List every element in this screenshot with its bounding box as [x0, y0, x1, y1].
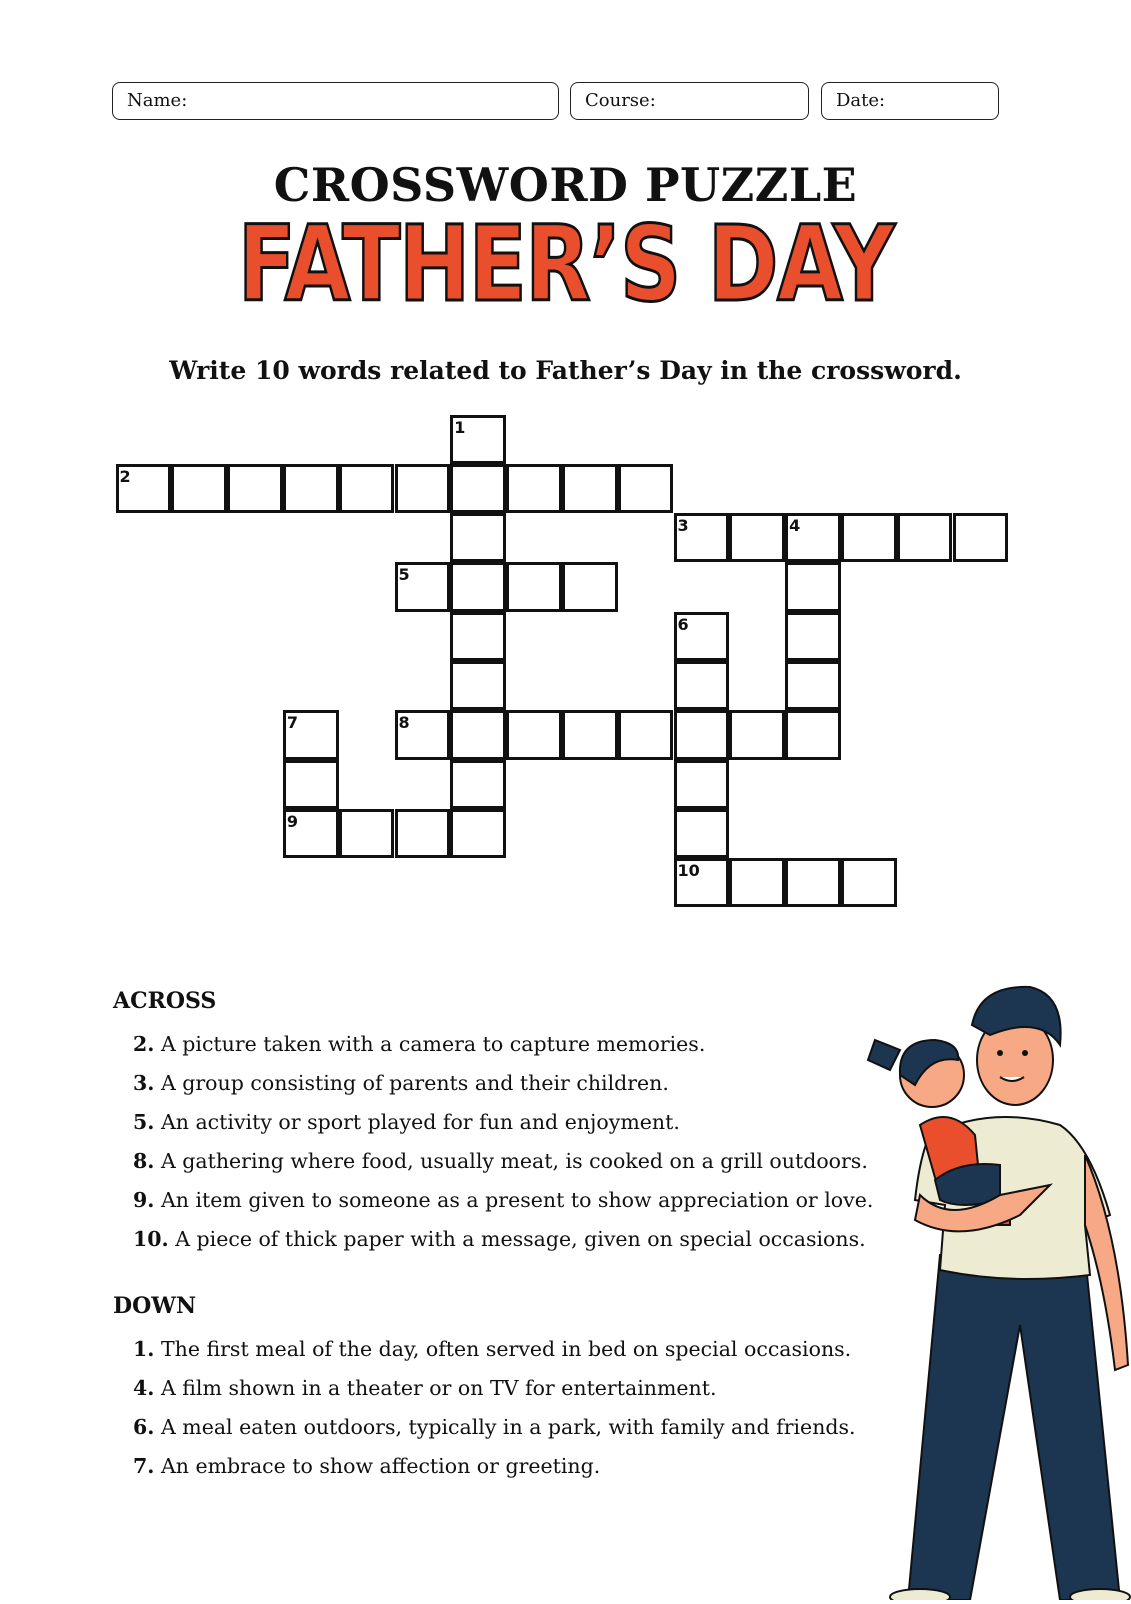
- letter-input[interactable]: [788, 713, 842, 758]
- crossword-cell[interactable]: [450, 710, 506, 759]
- letter-input[interactable]: [732, 861, 786, 906]
- crossword-cell[interactable]: [674, 513, 730, 562]
- letter-input[interactable]: [788, 565, 842, 610]
- letter-input[interactable]: [286, 713, 340, 758]
- clue-text: A piece of thick paper with a message, given on special occasions.: [175, 1227, 866, 1251]
- letter-input[interactable]: [453, 565, 507, 610]
- crossword-cell[interactable]: [674, 710, 730, 759]
- crossword-cell[interactable]: [506, 464, 562, 513]
- clue-number: 4: [789, 516, 801, 536]
- letter-input[interactable]: [565, 565, 619, 610]
- clue-text: A picture taken with a camera to capture memories.: [160, 1032, 706, 1056]
- letter-input[interactable]: [342, 812, 396, 857]
- crossword-cell[interactable]: [339, 809, 395, 858]
- crossword-cell[interactable]: [450, 562, 506, 611]
- clue-number: 10: [677, 861, 700, 881]
- clue-number: 1.: [133, 1337, 155, 1361]
- crossword-cell[interactable]: [450, 513, 506, 562]
- crossword-cell[interactable]: [841, 858, 897, 907]
- clue-number: 3: [677, 516, 689, 536]
- letter-input[interactable]: [453, 713, 507, 758]
- crossword-cell[interactable]: [674, 661, 730, 710]
- letter-input[interactable]: [398, 565, 452, 610]
- crossword-cell[interactable]: [395, 809, 451, 858]
- page-subtitle: FATHER’S DAY: [237, 203, 894, 325]
- crossword-cell[interactable]: [283, 464, 339, 513]
- letter-input[interactable]: [677, 861, 731, 906]
- crossword-cell[interactable]: [450, 612, 506, 661]
- letter-input[interactable]: [509, 467, 563, 512]
- crossword-cell[interactable]: [562, 710, 618, 759]
- date-label: Date:: [836, 90, 886, 111]
- crossword-cell[interactable]: [785, 661, 841, 710]
- illustration-icon: [860, 985, 1131, 1600]
- course-field[interactable]: [570, 82, 809, 120]
- clue-number: 8: [398, 713, 410, 733]
- crossword-cell[interactable]: [339, 464, 395, 513]
- crossword-cell[interactable]: [562, 562, 618, 611]
- name-field[interactable]: [112, 82, 559, 120]
- letter-input[interactable]: [230, 467, 284, 512]
- letter-input[interactable]: [844, 516, 898, 561]
- clue-text: A meal eaten outdoors, typically in a park, with family and friends.: [160, 1415, 856, 1439]
- crossword-cell[interactable]: [450, 415, 506, 464]
- letter-input[interactable]: [398, 467, 452, 512]
- crossword-cell[interactable]: [562, 464, 618, 513]
- crossword-cell[interactable]: [227, 464, 283, 513]
- crossword-cell[interactable]: [283, 760, 339, 809]
- crossword-cell[interactable]: [618, 710, 674, 759]
- letter-input[interactable]: [509, 565, 563, 610]
- crossword-cell[interactable]: [395, 464, 451, 513]
- across-clue: [133, 1071, 669, 1095]
- clue-number: 2: [119, 466, 131, 486]
- name-label: Name:: [127, 90, 188, 111]
- crossword-cell[interactable]: [116, 464, 172, 513]
- letter-input[interactable]: [677, 713, 731, 758]
- clue-number: 2.: [133, 1032, 155, 1056]
- letter-input[interactable]: [732, 713, 786, 758]
- letter-input[interactable]: [453, 615, 507, 660]
- letter-input[interactable]: [119, 467, 173, 512]
- crossword-cell[interactable]: [450, 760, 506, 809]
- letter-input[interactable]: [677, 812, 731, 857]
- clue-text: An item given to someone as a present to show appreciation or love.: [160, 1188, 874, 1212]
- letter-input[interactable]: [621, 713, 675, 758]
- crossword-cell[interactable]: [395, 710, 451, 759]
- letter-input[interactable]: [788, 615, 842, 660]
- clue-number: 1: [454, 417, 466, 437]
- clue-number: 5.: [133, 1110, 155, 1134]
- crossword-cell[interactable]: [897, 513, 953, 562]
- crossword-cell[interactable]: [618, 464, 674, 513]
- clue-number: 7: [286, 713, 299, 733]
- crossword-cell[interactable]: [674, 858, 730, 907]
- crossword-cell[interactable]: [506, 562, 562, 611]
- letter-input[interactable]: [956, 516, 1010, 561]
- across-clue: [133, 1032, 705, 1056]
- letter-input[interactable]: [398, 812, 452, 857]
- crossword-cell[interactable]: [785, 612, 841, 661]
- down-clue: [133, 1337, 851, 1361]
- letter-input[interactable]: [509, 713, 563, 758]
- clue-text: The first meal of the day, often served in bed on special occasions.: [160, 1337, 852, 1361]
- letter-input[interactable]: [453, 763, 507, 808]
- letter-input[interactable]: [677, 763, 731, 808]
- letter-input[interactable]: [342, 467, 396, 512]
- letter-input[interactable]: [453, 516, 507, 561]
- crossword-cell[interactable]: [674, 760, 730, 809]
- crossword-cell[interactable]: [506, 710, 562, 759]
- crossword-cell[interactable]: [785, 858, 841, 907]
- clue-number: 7.: [133, 1454, 155, 1478]
- letter-input[interactable]: [286, 763, 340, 808]
- letter-input[interactable]: [286, 812, 340, 857]
- clue-number: 9: [286, 811, 299, 831]
- crossword-cell[interactable]: [674, 612, 730, 661]
- clue-number: 9.: [133, 1188, 155, 1212]
- letter-input[interactable]: [453, 812, 507, 857]
- letter-input[interactable]: [844, 861, 898, 906]
- father-daughter-illustration: [860, 985, 1131, 1600]
- crossword-cell[interactable]: [729, 858, 785, 907]
- crossword-cell[interactable]: [674, 809, 730, 858]
- crossword-cell[interactable]: [785, 562, 841, 611]
- clue-text: An embrace to show affection or greeting.: [160, 1454, 601, 1478]
- letter-input[interactable]: [453, 467, 507, 512]
- down-clue: [133, 1376, 716, 1400]
- letter-input[interactable]: [677, 615, 731, 660]
- clue-number: 6: [677, 614, 689, 634]
- clue-text: A gathering where food, usually meat, is cooked on a grill outdoors.: [160, 1149, 868, 1173]
- clue-number: 6.: [133, 1415, 155, 1439]
- across-clue: [133, 1149, 868, 1173]
- letter-input[interactable]: [174, 467, 228, 512]
- letter-input[interactable]: [788, 516, 842, 561]
- crossword-cell[interactable]: [785, 710, 841, 759]
- date-field[interactable]: [821, 82, 999, 120]
- clue-number: 4.: [133, 1376, 155, 1400]
- crossword-cell[interactable]: [283, 809, 339, 858]
- across-clue: [133, 1110, 680, 1134]
- across-clue: [133, 1188, 873, 1212]
- letter-input[interactable]: [677, 516, 731, 561]
- clue-number: 5: [398, 565, 410, 585]
- across-clue: [133, 1227, 866, 1251]
- letter-input[interactable]: [900, 516, 954, 561]
- crossword-cell[interactable]: [450, 464, 506, 513]
- letter-input[interactable]: [565, 467, 619, 512]
- down-heading: DOWN: [113, 1293, 197, 1319]
- crossword-cell[interactable]: [841, 513, 897, 562]
- letter-input[interactable]: [788, 861, 842, 906]
- down-clue: [133, 1415, 856, 1439]
- clue-text: An activity or sport played for fun and enjoyment.: [160, 1110, 680, 1134]
- across-heading: ACROSS: [113, 988, 217, 1014]
- letter-input[interactable]: [286, 467, 340, 512]
- clue-text: A film shown in a theater or on TV for entertainment.: [160, 1376, 717, 1400]
- letter-input[interactable]: [398, 713, 452, 758]
- letter-input[interactable]: [565, 713, 619, 758]
- crossword-cell[interactable]: [395, 562, 451, 611]
- crossword-cell[interactable]: [450, 809, 506, 858]
- crossword-cell[interactable]: [450, 661, 506, 710]
- crossword-cell[interactable]: [785, 513, 841, 562]
- clue-number: 10.: [133, 1227, 169, 1251]
- instructions: Write 10 words related to Father’s Day in the crossword.: [169, 356, 962, 385]
- clue-text: A group consisting of parents and their children.: [160, 1071, 669, 1095]
- crossword-cell[interactable]: [283, 710, 339, 759]
- course-label: Course:: [585, 90, 656, 111]
- crossword-cell[interactable]: [171, 464, 227, 513]
- letter-input[interactable]: [453, 418, 507, 463]
- crossword-cell[interactable]: [729, 513, 785, 562]
- down-clue: [133, 1454, 600, 1478]
- letter-input[interactable]: [621, 467, 675, 512]
- crossword-cell[interactable]: [729, 710, 785, 759]
- letter-input[interactable]: [453, 664, 507, 709]
- clue-number: 3.: [133, 1071, 155, 1095]
- letter-input[interactable]: [732, 516, 786, 561]
- crossword-cell[interactable]: [953, 513, 1009, 562]
- letter-input[interactable]: [788, 664, 842, 709]
- letter-input[interactable]: [677, 664, 731, 709]
- clue-number: 8.: [133, 1149, 155, 1173]
- page-title: CROSSWORD PUZZLE: [273, 158, 858, 212]
